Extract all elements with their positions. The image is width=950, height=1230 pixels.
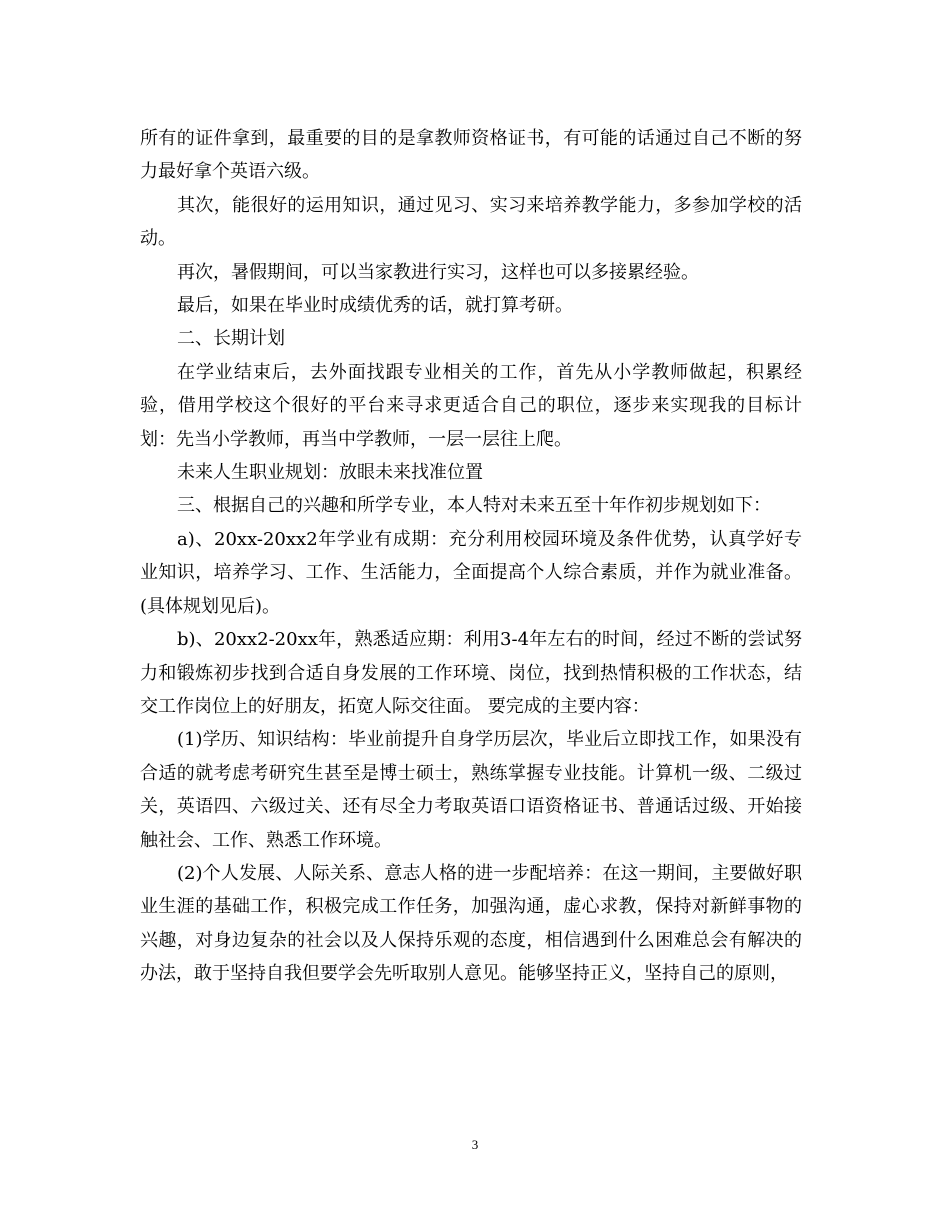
section-heading-career-planning: 未来人生职业规划：放眼未来找准位置 [177, 462, 483, 484]
paragraph-2: 其次，能很好的运用知识，通过见习、实习来培养教学能力，多参加学校的活动。 [140, 194, 802, 250]
paragraph-item-b: b)、20xx2-20xx年，熟悉适应期：利用3-4年左右的时间，经过不断的尝试努力和锻炼初步找到合适自身发展的工作环境、岗位，找到热情积极的工作状态，结交工作岗位上的好朋友，拓宽人际交往面。 要完成的主要内容： [140, 629, 802, 717]
paragraph-1: 所有的证件拿到，最重要的目的是拿教师资格证书，有可能的话通过自己不断的努力最好拿个英语六级。 [140, 128, 802, 183]
paragraph-3: 再次，暑假期间，可以当家教进行实习，这样也可以多接累经验。 [177, 261, 699, 283]
paragraph-6: 在学业结束后，去外面找跟专业相关的工作，首先从小学教师做起，积累经验，借用学校这个很好的平台来寻求更适合自己的职位，逐步来实现我的目标计划：先当小学教师，再当中学教师，一层一层往上爬。 [140, 361, 802, 450]
paragraph-4: 最后，如果在毕业时成绩优秀的话，就打算考研。 [177, 295, 573, 317]
section-heading-plan-outline: 三、根据自己的兴趣和所学专业，本人特对未来五至十年作初步规划如下： [177, 495, 771, 517]
section-heading-long-term-plan: 二、长期计划 [177, 328, 285, 350]
paragraph-item-1: (1)学历、知识结构：毕业前提升自身学历层次，毕业后立即找工作，如果没有合适的就考虑考研究生甚至是博士硕士，熟练掌握专业技能。计算机一级、二级过关，英语四、六级过关、还有尽全力考取英语口语资格证书、普通话过级、开始接触社会、工作、熟悉工作环境。 [140, 729, 802, 851]
paragraph-item-2: (2)个人发展、人际关系、意志人格的进一步配培养：在这一期间，主要做好职业生涯的基础工作，积极完成工作任务，加强沟通，虚心求教，保持对新鲜事物的兴趣，对身边复杂的社会以及人保持乐观的态度，相信遇到什么困难总会有解决的办法，敢于坚持自我但要学会先听取别人意见。能够坚持正义，坚持自己的原则， [140, 862, 802, 985]
page-number: 3 [471, 1137, 479, 1152]
paragraph-item-a: a)、20xx-20xx2年学业有成期：充分利用校园环境及条件优势，认真学好专业知识，培养学习、工作、生活能力，全面提高个人综合素质，并作为就业准备。(具体规划见后)。 [140, 528, 802, 617]
document-body [140, 122, 802, 991]
